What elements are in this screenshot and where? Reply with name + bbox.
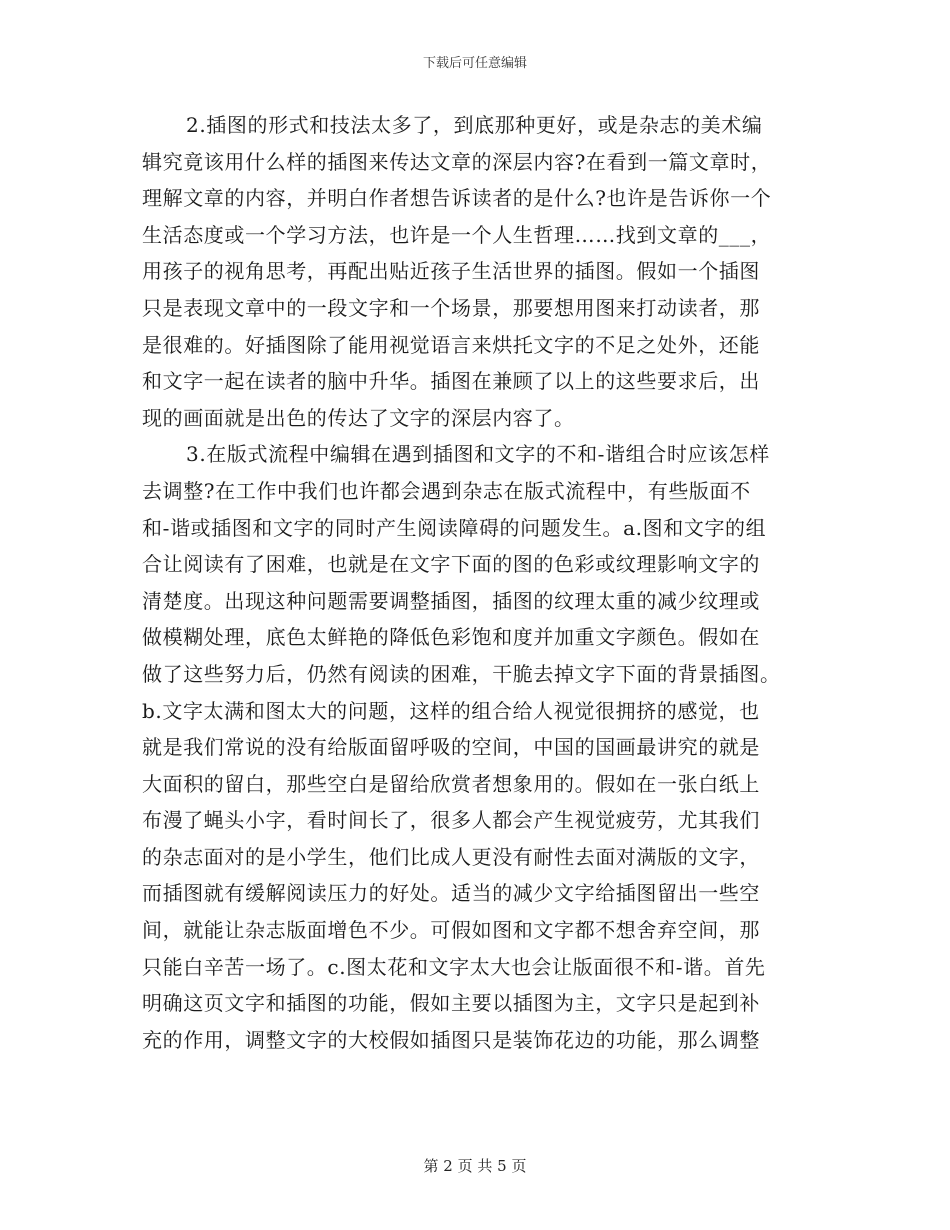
paragraph-line: 3.在版式流程中编辑在遇到插图和文字的不和-谐组合时应该怎样 [186, 442, 770, 467]
paragraph-line: 和文字一起在读者的脑中升华。插图在兼顾了以上的这些要求后，出 [142, 369, 760, 394]
paragraph-line: 清楚度。出现这种问题需要调整插图，插图的纹理太重的减少纹理或 [142, 588, 760, 613]
paragraph-line: 充的作用，调整文字的大校假如插图只是装饰花边的功能，那么调整 [142, 1027, 760, 1052]
paragraph-line: 明确这页文字和插图的功能，假如主要以插图为主，文字只是起到补 [142, 991, 760, 1016]
document-body [142, 107, 802, 1058]
paragraph-line: 生活态度或一个学习方法，也许是一个人生哲理……找到文章的___， [142, 222, 772, 247]
paragraph-line: 是很难的。好插图除了能用视觉语言来烘托文字的不足之处外，还能 [142, 332, 760, 357]
paragraph-line: 辑究竟该用什么样的插图来传达文章的深层内容?在看到一篇文章时， [142, 149, 772, 174]
paragraph-line: 做了这些努力后，仍然有阅读的困难，干脆去掉文字下面的背景插图。 [142, 661, 781, 686]
paragraph-line: 现的画面就是出色的传达了文字的深层内容了。 [142, 405, 575, 430]
page-header: 下载后可任意编辑 [422, 56, 527, 71]
paragraph-line: 而插图就有缓解阅读压力的好处。适当的减少文字给插图留出一些空 [142, 881, 760, 906]
paragraph-line: 2.插图的形式和技法太多了，到底那种更好，或是杂志的美术编 [186, 113, 763, 137]
paragraph-line: 只能白辛苦一场了。c.图太花和文字太大也会让版面很不和-谐。首先 [142, 954, 766, 979]
paragraph-line: 用孩子的视角思考，再配出贴近孩子生活世界的插图。假如一个插图 [142, 259, 760, 284]
paragraph-line: 去调整?在工作中我们也许都会遇到杂志在版式流程中，有些版面不 [142, 478, 751, 503]
paragraph-line: 理解文章的内容，并明白作者想告诉读者的是什么?也许是告诉你一个 [142, 186, 772, 211]
paragraph-line: 的杂志面对的是小学生，他们比成人更没有耐性去面对满版的文字， [142, 844, 760, 869]
paragraph-line: 只是表现文章中的一段文字和一个场景，那要想用图来打动读者，那 [142, 295, 760, 320]
paragraph-line: 就是我们常说的没有给版面留呼吸的空间，中国的国画最讲究的就是 [142, 735, 760, 760]
paragraph-line: 间，就能让杂志版面增色不少。可假如图和文字都不想舍弃空间，那 [142, 918, 760, 943]
page-number: 第 2 页 共 5 页 [423, 1157, 527, 1175]
paragraph-line: 合让阅读有了困难，也就是在文字下面的图的色彩或纹理影响文字的 [142, 552, 760, 577]
paragraph-line: 大面积的留白，那些空白是留给欣赏者想象用的。假如在一张白纸上 [142, 771, 760, 796]
paragraph-line: 做模糊处理，底色太鲜艳的降低色彩饱和度并加重文字颜色。假如在 [142, 625, 760, 650]
paragraph-line: b.文字太满和图太大的问题，这样的组合给人视觉很拥挤的感觉，也 [142, 698, 760, 723]
paragraph-line: 和-谐或插图和文字的同时产生阅读障碍的问题发生。a.图和文字的组 [142, 515, 767, 540]
paragraph-line: 布漫了蝇头小字，看时间长了，很多人都会产生视觉疲劳，尤其我们 [142, 808, 760, 833]
